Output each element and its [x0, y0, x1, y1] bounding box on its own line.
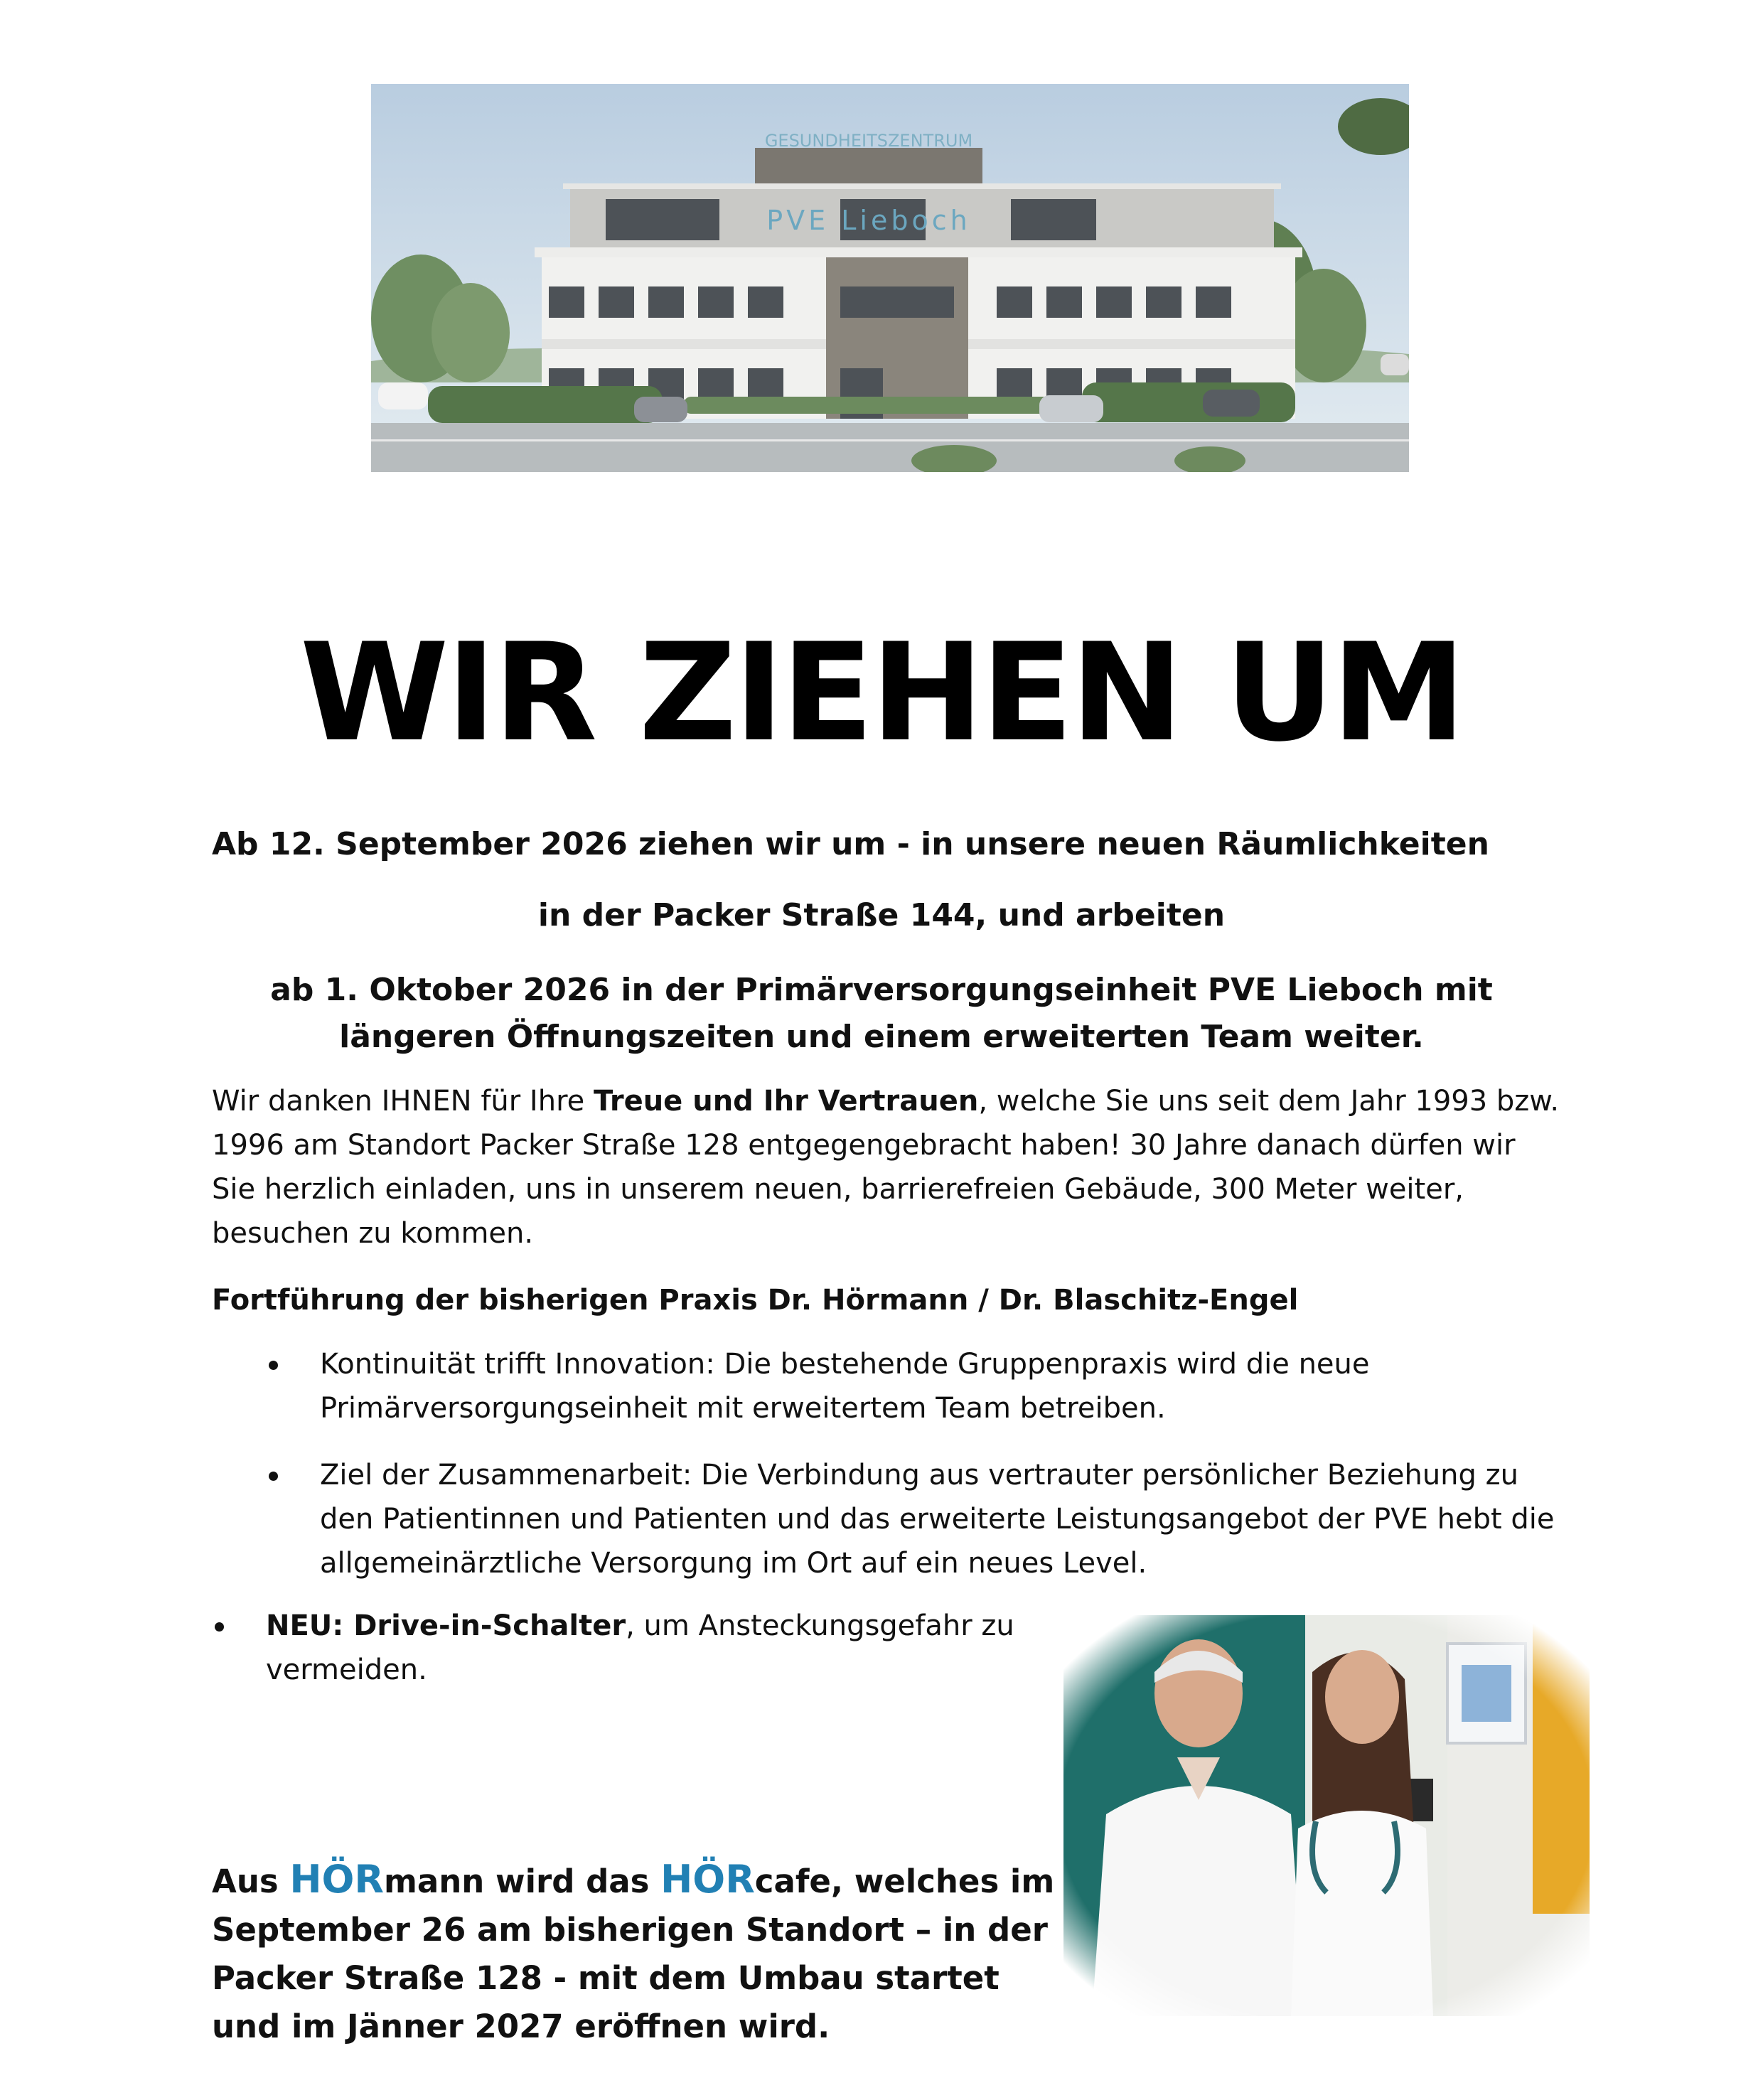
closing-text-3: cafe, welches im September 26 am bisherigen Standort – in der Packer Straße 128 - mit dem Umbau startet und im Jänner 2027 eröffnen wird. [212, 1863, 1055, 2045]
sign-top-text: GESUNDHEITSZENTRUM [764, 131, 973, 151]
closing-text-2: mann wird das [384, 1863, 661, 1900]
sign-main-text: PVE Lieboch [766, 205, 971, 236]
portrait-graphic [1063, 1615, 1590, 2016]
building-rendering-image [371, 84, 1409, 472]
hor-highlight-2: HÖR [660, 1857, 755, 1902]
closing-paragraph [212, 1855, 1065, 2051]
section-subheading: Fortführung der bisherigen Praxis Dr. Hörmann / Dr. Blaschitz-Engel [212, 1284, 1299, 1317]
thanks-paragraph [212, 1079, 1563, 1255]
thanks-bold-text: Treue und Ihr Vertrauen [593, 1085, 979, 1118]
hor-highlight-1: HÖR [289, 1857, 385, 1902]
drive-in-text: , um Ansteckungsgefahr zu vermeiden. [266, 1609, 1014, 1686]
closing-text-1: Aus [212, 1863, 290, 1900]
list-item: Ziel der Zusammenarbeit: Die Verbindung aus vertrauter persönlicher Beziehung zu den Patientinnen und Patienten und das erweiterte Leistungsangebot der PVE hebt die allgemeinärztliche Versorgung im Ort auf ein neues Level. [212, 1453, 1563, 1585]
thanks-text-1: Wir danken IHNEN für Ihre [212, 1085, 594, 1118]
building-rendering-graphic [371, 84, 1409, 472]
list-item: Kontinuität trifft Innovation: Die bestehende Gruppenpraxis wird die neue Primärversorgungseinheit mit erweitertem Team betreiben. [212, 1342, 1563, 1430]
feature-list [212, 1342, 1563, 1608]
doctors-portrait-photo [1063, 1615, 1590, 2016]
page-title: WIR ZIEHEN UM [299, 614, 1464, 771]
intro-line-1: Ab 12. September 2026 ziehen wir um - in unsere neuen Räumlichkeiten [212, 826, 1489, 862]
intro-line-2: in der Packer Straße 144, und arbeiten [537, 897, 1226, 933]
thanks-text-2: , welche Sie uns seit dem Jahr 1993 bzw. 1996 am Standort Packer Straße 128 entgegengebracht haben! 30 Jahre danach dürfen wir Sie herzlich einladen, uns in unserem neuen, barrierefreien Gebäude, 300 Meter weiter, besuchen zu kommen. [212, 1085, 1560, 1250]
drive-in-bold: NEU: Drive-in-Schalter [266, 1609, 626, 1642]
drive-in-bullet [212, 1604, 1119, 1692]
intro-line-3: ab 1. Oktober 2026 in der Primärversorgungseinheit PVE Lieboch mit längeren Öffnungszeiten und einem erweiterten Team weiter. [270, 972, 1493, 1055]
